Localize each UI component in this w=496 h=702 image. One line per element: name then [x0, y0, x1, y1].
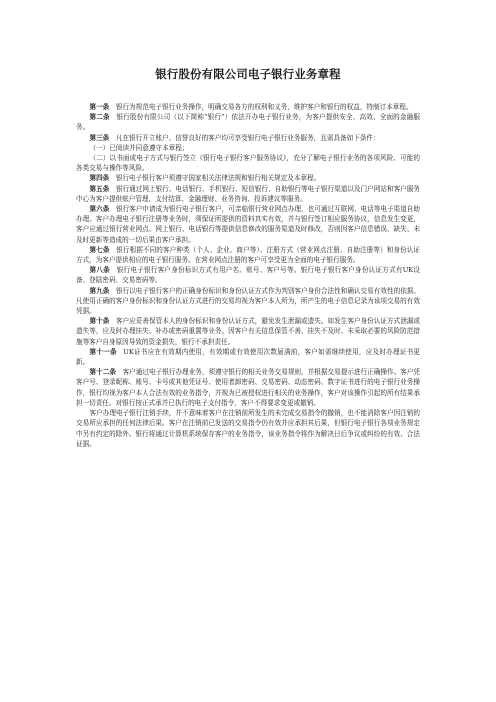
paragraph-text: 客户应妥善保管本人的身份标识和身份认证方式，避免发生泄漏或遗失。如发生客户身份认证方式泄漏或遗失等，应及时办理挂失、补办或密码重置等业务。因客户有关信息保管不善、挂失不及时、未采取必要的风险防范措施等客户自身原因导致的资金损失，银行不承担责任。 — [76, 317, 421, 346]
paragraph — [76, 143, 420, 153]
paragraph — [76, 204, 420, 245]
paragraph-text: 银行电子银行客户身份标识方式有用户名、账号、客户号等。银行电子银行客户身份认证方式有UK设备、登陆密码、交易密码等。 — [76, 266, 421, 285]
document-body — [76, 102, 420, 449]
paragraph — [76, 316, 420, 347]
paragraph-text: 客户通过电子银行办理业务，须遵守银行的相关业务交易规则，并根据交易提示进行正确操作。客户凭客户号、登录昵称、账号、卡号或其他凭证号、使用者卸密码、交易密码、动态密码、数字证书进行的电子银行业务操作，银行均视为客户本人合法有效的业务指令，并视为已被授权进行相关的业务操作，客户对该操作引起的所有结果承担一切责任。对银行按正式承并已执行的电子支付指令，客户不得要求变更或撤销。 — [76, 368, 421, 407]
paragraph-text: 银行根据不同的客户种类（个人、企业、商户等）、注册方式（营业网点注册、自助注册等）和身份认证方式，为客户提供相应的电子银行服务。在营业网点注册的客户可享受更为全面的电子银行服务。 — [76, 245, 421, 265]
paragraph-text: UK证书应在有效期内使用，有效期或有效使用次数届满前，客户如需继续使用，应及时办理证书更新。 — [76, 347, 421, 367]
article-number: 第三条 — [89, 133, 110, 142]
article-number: 第四条 — [89, 174, 110, 183]
article-number: 第二条 — [89, 113, 110, 122]
article-number: 第七条 — [89, 245, 110, 254]
article-number: 第八条 — [89, 266, 110, 275]
paragraph-text: 客户办理电子银行注销手续，并不意味着客户在注销前所发生的未完成交易指令的撤销，也不能消除客户因注销的交易所应承担的任何法律后果。客户在注销前已发送的交易指令仍有效并应承担其后果，但银行电子银行各项业务规定中另有约定的除外。银行将通过计算机系统保存客户的业务指令，该业务指令将作为解决日后争议或纠纷的有效、合法证据。 — [76, 409, 420, 448]
paragraph — [76, 408, 420, 449]
paragraph-text: 凡在银行开立账户、信誉良好的客户均可享受银行电子银行业务服务，且需具备如下条件： — [115, 133, 380, 142]
paragraph-text: 银行通过网上银行、电话银行、手机银行、短信银行、自助银行等电子银行渠道以及门户网站和客户服务中心为客户提供账户管理、支付结算、金融理财、业务咨询、投诉建议等服务。 — [76, 184, 421, 203]
paragraph — [76, 245, 420, 265]
paragraph — [76, 265, 420, 285]
paragraph — [76, 153, 420, 173]
paragraph — [76, 286, 420, 317]
paragraph — [76, 347, 420, 367]
paragraph-text: 银行客户申请成为银行电子银行客户，可亲临银行营业网点办理，也可通过互联网、电话等电子渠道自助办理。客户办理电子银行注册等业务时，须保证所提供的资料真实有效，并与银行签订相应服务协议，信息发生变更，客户应通过银行营业网点、网上银行、电话银行等提供信息修改的服务渠道及时修改，否则因客户信息错误、缺失、未及时更新等造成的一切后果由客户承担。 — [76, 205, 421, 244]
article-number: 第十条 — [89, 317, 110, 326]
paragraph-text: （二）以书面或电子方式与银行签立《银行电子银行客户服务协议》，充分了解电子银行业务的各项风险、可能的各类交易与操作等风险。 — [76, 154, 420, 173]
paragraph-text: 银行以电子银行客户的正确身份标识和身份认证方式作为判别客户身份合法性和确认交易有效性的依据。凡使用正确的客户身份标识和身份认证方式进行的交易均视为客户本人所为，所产生的电子信息记录为该项交易的有效凭据。 — [76, 286, 421, 316]
article-number: 第十二条 — [89, 368, 116, 377]
paragraph — [76, 173, 420, 183]
paragraph — [76, 184, 420, 204]
article-number: 第一条 — [89, 103, 110, 111]
paragraph — [76, 133, 420, 143]
document-title: 银行股份有限公司电子银行业务章程 — [155, 67, 341, 81]
article-number: 第六条 — [89, 205, 110, 214]
paragraph-text: （一）已阅读并同意遵守本章程； — [89, 143, 189, 152]
article-number: 第十一条 — [89, 347, 117, 356]
paragraph — [76, 112, 420, 132]
article-number: 第五条 — [89, 184, 110, 193]
paragraph-text: 银行电子银行客户须遵守国家相关法律法规和银行相关规定及本章程。 — [115, 174, 321, 183]
paragraph-text: 银行为规范电子银行业务操作，明确交易各方的权利和义务，维护客户和银行的权益，特制订本章程。 — [115, 103, 413, 111]
paragraph — [76, 367, 420, 408]
paragraph-text: 银行股份有限公司（以下简称“银行”）依法开办电子银行业务，为客户提供安全、高效、全面的金融服务。 — [76, 113, 420, 132]
article-number: 第九条 — [89, 286, 110, 295]
paragraph — [76, 102, 420, 112]
